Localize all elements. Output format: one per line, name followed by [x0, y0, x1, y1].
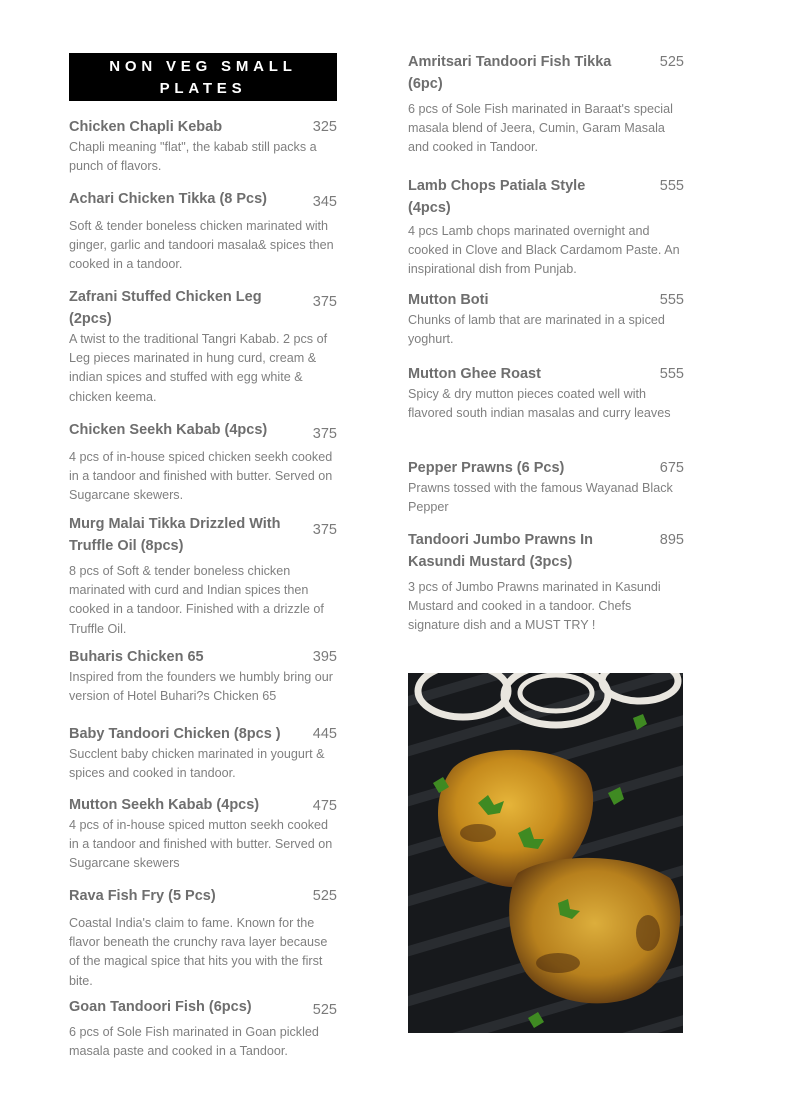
menu-item — [408, 529, 684, 636]
item-description: 6 pcs of Sole Fish marinated in Baraat's special masala blend of Jeera, Cumin, Garam Masala and cooked in Tandoor. — [408, 102, 673, 155]
item-name: Mutton Ghee Roast — [408, 366, 541, 382]
menu-item — [408, 51, 684, 158]
item-price: 445 — [312, 726, 337, 742]
item-name: Achari Chicken Tikka (8 Pcs) — [69, 191, 267, 207]
item-price: 525 — [312, 888, 337, 904]
item-price: 895 — [659, 532, 684, 548]
item-description: Soft & tender boneless chicken marinated with ginger, garlic and tandoori masala& spices then cooked in a tandoor. — [69, 219, 334, 272]
item-price: 525 — [659, 54, 684, 70]
item-name: Amritsari Tandoori Fish Tikka (6pc) — [408, 54, 612, 92]
menu-item — [69, 513, 337, 639]
item-price: 375 — [312, 294, 337, 310]
item-name: Lamb Chops Patiala Style (4pcs) — [408, 178, 586, 216]
item-name: Murg Malai Tikka Drizzled With Truffle Oil (8pcs) — [69, 516, 281, 554]
menu-item — [69, 419, 337, 506]
item-description: 3 pcs of Jumbo Prawns marinated in Kasundi Mustard and cooked in a tandoor. Chefs signature dish and a MUST TRY ! — [408, 580, 661, 633]
item-description: Coastal India's claim to fame. Known for the flavor beneath the crunchy rava layer because of the magical spice that hits you with the first bite. — [69, 916, 328, 988]
menu-item — [69, 116, 337, 176]
item-name: Buharis Chicken 65 — [69, 649, 204, 665]
tandoori-chicken-photo — [408, 673, 683, 1033]
item-name: Tandoori Jumbo Prawns In Kasundi Mustard (3pcs) — [408, 532, 594, 570]
menu-item — [408, 289, 684, 349]
item-price: 325 — [312, 119, 337, 135]
item-description: Inspired from the founders we humbly bring our version of Hotel Buhari?s Chicken 65 — [69, 670, 333, 704]
menu-item — [408, 363, 684, 423]
item-price: 345 — [312, 194, 337, 210]
item-price: 555 — [659, 292, 684, 308]
item-name: Goan Tandoori Fish (6pcs) — [69, 999, 252, 1015]
item-description: Prawns tossed with the famous Wayanad Black Pepper — [408, 481, 673, 515]
item-name: Chicken Chapli Kebab — [69, 119, 223, 135]
item-name: Zafrani Stuffed Chicken Leg (2pcs) — [69, 289, 262, 327]
menu-item — [408, 457, 684, 517]
item-price: 475 — [312, 798, 337, 814]
item-price: 525 — [312, 1002, 337, 1018]
item-price: 375 — [312, 426, 337, 442]
menu-item — [69, 646, 337, 706]
item-price: 375 — [312, 522, 337, 538]
item-price: 675 — [659, 460, 684, 476]
item-name: Rava Fish Fry (5 Pcs) — [69, 888, 216, 904]
item-description: 4 pcs of in-house spiced mutton seekh cooked in a tandoor and finished with butter. Served on Sugarcane skewers — [69, 818, 333, 871]
item-name: Baby Tandoori Chicken (8pcs ) — [69, 726, 281, 742]
item-name: Pepper Prawns (6 Pcs) — [408, 460, 565, 476]
item-description: 4 pcs Lamb chops marinated overnight and cooked in Clove and Black Cardamom Paste. An inspirational dish from Punjab. — [408, 224, 680, 277]
item-price: 555 — [659, 178, 684, 194]
menu-item — [69, 794, 337, 874]
menu-item — [69, 188, 337, 275]
item-name: Mutton Boti — [408, 292, 489, 308]
item-description: Chapli meaning "flat", the kabab still packs a punch of flavors. — [69, 140, 317, 174]
item-description: 4 pcs of in-house spiced chicken seekh cooked in a tandoor and finished with butter. Served on Sugarcane skewers. — [69, 450, 333, 503]
food-photo — [408, 673, 683, 1033]
item-description: 6 pcs of Sole Fish marinated in Goan pickled masala paste and cooked in a Tandoor. — [69, 1025, 319, 1059]
item-price: 555 — [659, 366, 684, 382]
menu-item — [408, 175, 684, 280]
item-description: Spicy & dry mutton pieces coated well with flavored south indian masalas and curry leaves — [408, 387, 671, 421]
menu-item — [69, 996, 337, 1061]
item-name: Mutton Seekh Kabab (4pcs) — [69, 797, 260, 813]
item-description: 8 pcs of Soft & tender boneless chicken marinated with curd and Indian spices then cooked in a tandoor. Finished with a drizzle of Truffle Oil. — [69, 564, 324, 636]
menu-item — [69, 286, 337, 407]
item-price: 395 — [312, 649, 337, 665]
item-description: A twist to the traditional Tangri Kabab. 2 pcs of Leg pieces marinated in hung curd, cream & indian spices and stuffed with egg white & chicken keema. — [69, 332, 328, 404]
item-description: Succlent baby chicken marinated in yougurt & spices and cooked in tandoor. — [69, 747, 325, 781]
item-name: Chicken Seekh Kabab (4pcs) — [69, 422, 268, 438]
item-description: Chunks of lamb that are marinated in a spiced yoghurt. — [408, 313, 665, 347]
menu-item — [69, 723, 337, 783]
section-title: NON VEG SMALL PLATES — [69, 53, 337, 101]
menu-item — [69, 885, 337, 991]
